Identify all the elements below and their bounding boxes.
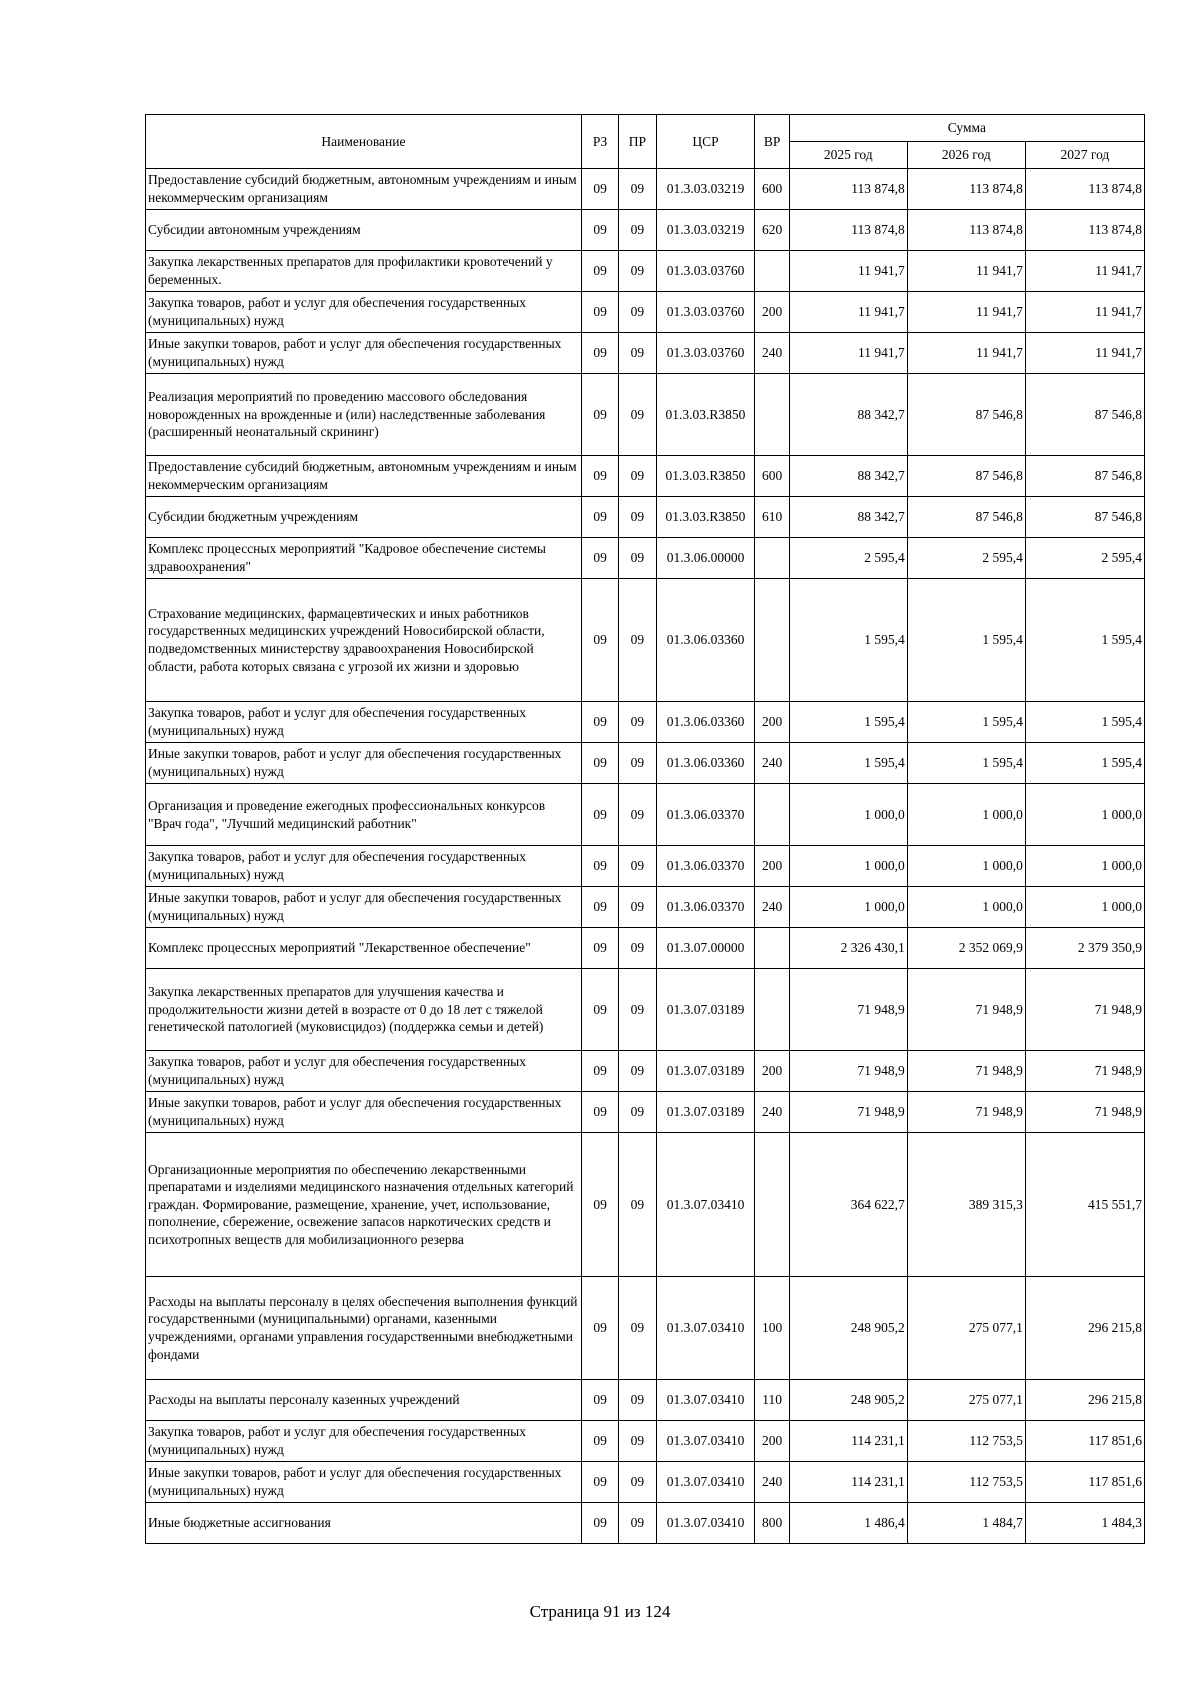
table-cell-rz: 09 bbox=[581, 1421, 618, 1462]
table-cell-vr: 100 bbox=[755, 1277, 789, 1380]
table-cell-vr: 800 bbox=[755, 1503, 789, 1544]
table-cell-csr: 01.3.07.03189 bbox=[656, 1092, 755, 1133]
table-cell-vr bbox=[755, 579, 789, 702]
table-cell-sum-2026: 1 484,7 bbox=[907, 1503, 1025, 1544]
table-cell-sum-2025: 1 595,4 bbox=[789, 743, 907, 784]
table-cell-name: Закупка товаров, работ и услуг для обеспечения государственных (муниципальных) нужд bbox=[146, 292, 582, 333]
table-cell-rz: 09 bbox=[581, 374, 618, 456]
table-cell-rz: 09 bbox=[581, 928, 618, 969]
table-cell-csr: 01.3.07.03410 bbox=[656, 1421, 755, 1462]
table-cell-vr bbox=[755, 784, 789, 846]
table-cell-sum-2027: 113 874,8 bbox=[1025, 169, 1144, 210]
table-cell-pr: 09 bbox=[619, 1092, 656, 1133]
table-cell-rz: 09 bbox=[581, 1503, 618, 1544]
table-cell-sum-2027: 87 546,8 bbox=[1025, 497, 1144, 538]
table-cell-sum-2026: 1 000,0 bbox=[907, 784, 1025, 846]
table-cell-sum-2025: 71 948,9 bbox=[789, 1051, 907, 1092]
table-cell-pr: 09 bbox=[619, 1503, 656, 1544]
table-cell-name: Предоставление субсидий бюджетным, автономным учреждениям и иным некоммерческим организациям bbox=[146, 456, 582, 497]
table-cell-pr: 09 bbox=[619, 497, 656, 538]
table-cell-pr: 09 bbox=[619, 579, 656, 702]
table-cell-csr: 01.3.06.03370 bbox=[656, 784, 755, 846]
header-year-2026: 2026 год bbox=[907, 142, 1025, 169]
table-cell-vr bbox=[755, 251, 789, 292]
table-cell-sum-2026: 1 595,4 bbox=[907, 702, 1025, 743]
table-cell-rz: 09 bbox=[581, 1462, 618, 1503]
table-cell-sum-2026: 112 753,5 bbox=[907, 1421, 1025, 1462]
table-cell-rz: 09 bbox=[581, 743, 618, 784]
table-cell-rz: 09 bbox=[581, 784, 618, 846]
table-cell-vr bbox=[755, 969, 789, 1051]
table-cell-csr: 01.3.03.03760 bbox=[656, 292, 755, 333]
table-cell-sum-2025: 1 000,0 bbox=[789, 846, 907, 887]
table-cell-sum-2027: 87 546,8 bbox=[1025, 456, 1144, 497]
table-cell-sum-2027: 1 595,4 bbox=[1025, 579, 1144, 702]
table-cell-sum-2026: 2 595,4 bbox=[907, 538, 1025, 579]
table-cell-name: Субсидии автономным учреждениям bbox=[146, 210, 582, 251]
table-cell-sum-2025: 1 595,4 bbox=[789, 702, 907, 743]
table-cell-csr: 01.3.06.03370 bbox=[656, 887, 755, 928]
table-cell-sum-2027: 71 948,9 bbox=[1025, 1092, 1144, 1133]
table-cell-name: Иные бюджетные ассигнования bbox=[146, 1503, 582, 1544]
table-cell-rz: 09 bbox=[581, 292, 618, 333]
table-cell-name: Реализация мероприятий по проведению массового обследования новорожденных на врожденные и (или) наследственные заболевания (расширенный неонатальный скрининг) bbox=[146, 374, 582, 456]
table-cell-vr: 240 bbox=[755, 1092, 789, 1133]
table-cell-pr: 09 bbox=[619, 251, 656, 292]
table-cell-sum-2026: 11 941,7 bbox=[907, 333, 1025, 374]
table-cell-pr: 09 bbox=[619, 292, 656, 333]
table-cell-pr: 09 bbox=[619, 1277, 656, 1380]
table-cell-vr: 600 bbox=[755, 456, 789, 497]
table-cell-vr: 240 bbox=[755, 743, 789, 784]
table-cell-sum-2025: 11 941,7 bbox=[789, 333, 907, 374]
table-cell-name: Иные закупки товаров, работ и услуг для обеспечения государственных (муниципальных) нужд bbox=[146, 1462, 582, 1503]
table-cell-sum-2027: 1 000,0 bbox=[1025, 846, 1144, 887]
table-cell-sum-2025: 11 941,7 bbox=[789, 251, 907, 292]
table-cell-sum-2027: 117 851,6 bbox=[1025, 1421, 1144, 1462]
header-vr: ВР bbox=[755, 115, 789, 169]
table-row bbox=[146, 928, 1145, 969]
table-cell-csr: 01.3.07.03410 bbox=[656, 1503, 755, 1544]
table-cell-sum-2027: 2 379 350,9 bbox=[1025, 928, 1144, 969]
table-cell-rz: 09 bbox=[581, 1051, 618, 1092]
header-year-2027: 2027 год bbox=[1025, 142, 1144, 169]
table-cell-sum-2025: 114 231,1 bbox=[789, 1462, 907, 1503]
table-cell-name: Закупка лекарственных препаратов для профилактики кровотечений у беременных. bbox=[146, 251, 582, 292]
page-footer: Страница 91 из 124 bbox=[529, 1602, 671, 1621]
table-cell-sum-2026: 1 000,0 bbox=[907, 846, 1025, 887]
table-cell-sum-2026: 112 753,5 bbox=[907, 1462, 1025, 1503]
table-cell-name: Закупка товаров, работ и услуг для обеспечения государственных (муниципальных) нужд bbox=[146, 846, 582, 887]
table-cell-vr: 200 bbox=[755, 1051, 789, 1092]
table-cell-sum-2025: 88 342,7 bbox=[789, 497, 907, 538]
table-cell-csr: 01.3.06.03360 bbox=[656, 579, 755, 702]
table-cell-sum-2026: 87 546,8 bbox=[907, 374, 1025, 456]
table-cell-rz: 09 bbox=[581, 969, 618, 1051]
table-cell-name: Расходы на выплаты персоналу в целях обеспечения выполнения функций государственными (муниципальными) органами, казенными учреждениями, органами управления государственными внебюджетными фондами bbox=[146, 1277, 582, 1380]
table-row bbox=[146, 251, 1145, 292]
table-cell-vr: 200 bbox=[755, 846, 789, 887]
table-cell-sum-2026: 1 000,0 bbox=[907, 887, 1025, 928]
table-cell-sum-2025: 88 342,7 bbox=[789, 374, 907, 456]
table-cell-csr: 01.3.07.03410 bbox=[656, 1277, 755, 1380]
table-cell-vr: 240 bbox=[755, 887, 789, 928]
table-cell-name: Страхование медицинских, фармацевтических и иных работников государственных медицинских учреждений Новосибирской области, подведомственных министерству здравоохранения Новосибирской области, работа которых связана с угрозой их жизни и здоровью bbox=[146, 579, 582, 702]
table-cell-csr: 01.3.03.03219 bbox=[656, 210, 755, 251]
table-cell-sum-2025: 1 486,4 bbox=[789, 1503, 907, 1544]
table-cell-sum-2025: 248 905,2 bbox=[789, 1277, 907, 1380]
table-cell-sum-2025: 1 000,0 bbox=[789, 784, 907, 846]
table-cell-pr: 09 bbox=[619, 1380, 656, 1421]
table-cell-pr: 09 bbox=[619, 169, 656, 210]
table-cell-vr bbox=[755, 374, 789, 456]
table-row bbox=[146, 969, 1145, 1051]
table-cell-csr: 01.3.07.03189 bbox=[656, 969, 755, 1051]
table-cell-csr: 01.3.03.R3850 bbox=[656, 497, 755, 538]
table-row bbox=[146, 292, 1145, 333]
table-cell-sum-2027: 2 595,4 bbox=[1025, 538, 1144, 579]
table-cell-csr: 01.3.03.R3850 bbox=[656, 456, 755, 497]
table-cell-sum-2025: 248 905,2 bbox=[789, 1380, 907, 1421]
header-rz: РЗ bbox=[581, 115, 618, 169]
table-cell-pr: 09 bbox=[619, 333, 656, 374]
table-cell-sum-2025: 88 342,7 bbox=[789, 456, 907, 497]
table-cell-sum-2027: 113 874,8 bbox=[1025, 210, 1144, 251]
table-cell-sum-2026: 275 077,1 bbox=[907, 1380, 1025, 1421]
table-cell-rz: 09 bbox=[581, 1277, 618, 1380]
table-cell-sum-2025: 1 595,4 bbox=[789, 579, 907, 702]
table-cell-pr: 09 bbox=[619, 1421, 656, 1462]
table-body bbox=[146, 169, 1145, 1544]
budget-table bbox=[145, 114, 1145, 1544]
table-cell-pr: 09 bbox=[619, 928, 656, 969]
table-row bbox=[146, 497, 1145, 538]
table-row bbox=[146, 784, 1145, 846]
table-row bbox=[146, 538, 1145, 579]
table-cell-csr: 01.3.07.03410 bbox=[656, 1380, 755, 1421]
table-row bbox=[146, 846, 1145, 887]
table-cell-name: Предоставление субсидий бюджетным, автономным учреждениям и иным некоммерческим организациям bbox=[146, 169, 582, 210]
table-cell-csr: 01.3.07.03410 bbox=[656, 1133, 755, 1277]
table-cell-rz: 09 bbox=[581, 1133, 618, 1277]
table-cell-sum-2027: 1 000,0 bbox=[1025, 887, 1144, 928]
table-cell-sum-2025: 2 595,4 bbox=[789, 538, 907, 579]
table-row bbox=[146, 887, 1145, 928]
header-csr: ЦСР bbox=[656, 115, 755, 169]
table-row bbox=[146, 210, 1145, 251]
table-row bbox=[146, 169, 1145, 210]
table-cell-csr: 01.3.03.R3850 bbox=[656, 374, 755, 456]
header-name: Наименование bbox=[146, 115, 582, 169]
table-cell-sum-2025: 113 874,8 bbox=[789, 210, 907, 251]
table-cell-pr: 09 bbox=[619, 969, 656, 1051]
table-cell-csr: 01.3.03.03760 bbox=[656, 333, 755, 374]
table-cell-name: Субсидии бюджетным учреждениям bbox=[146, 497, 582, 538]
table-cell-vr: 200 bbox=[755, 1421, 789, 1462]
table-cell-csr: 01.3.03.03760 bbox=[656, 251, 755, 292]
table-row bbox=[146, 702, 1145, 743]
table-cell-sum-2027: 296 215,8 bbox=[1025, 1277, 1144, 1380]
table-cell-pr: 09 bbox=[619, 456, 656, 497]
table-cell-csr: 01.3.06.00000 bbox=[656, 538, 755, 579]
table-row bbox=[146, 1462, 1145, 1503]
table-cell-rz: 09 bbox=[581, 1092, 618, 1133]
table-row bbox=[146, 1380, 1145, 1421]
table-cell-sum-2027: 11 941,7 bbox=[1025, 251, 1144, 292]
table-cell-name: Иные закупки товаров, работ и услуг для обеспечения государственных (муниципальных) нужд bbox=[146, 743, 582, 784]
table-cell-csr: 01.3.07.03410 bbox=[656, 1462, 755, 1503]
table-cell-sum-2027: 296 215,8 bbox=[1025, 1380, 1144, 1421]
table-cell-csr: 01.3.07.00000 bbox=[656, 928, 755, 969]
table-cell-rz: 09 bbox=[581, 702, 618, 743]
table-cell-rz: 09 bbox=[581, 846, 618, 887]
table-row bbox=[146, 1503, 1145, 1544]
table-cell-rz: 09 bbox=[581, 538, 618, 579]
table-row bbox=[146, 579, 1145, 702]
table-cell-sum-2025: 71 948,9 bbox=[789, 969, 907, 1051]
table-cell-rz: 09 bbox=[581, 887, 618, 928]
table-cell-name: Комплекс процессных мероприятий "Лекарственное обеспечение" bbox=[146, 928, 582, 969]
table-cell-sum-2027: 1 595,4 bbox=[1025, 702, 1144, 743]
table-cell-name: Организация и проведение ежегодных профессиональных конкурсов "Врач года", "Лучший медицинский работник" bbox=[146, 784, 582, 846]
table-cell-rz: 09 bbox=[581, 333, 618, 374]
table-cell-sum-2027: 1 595,4 bbox=[1025, 743, 1144, 784]
table-cell-vr: 610 bbox=[755, 497, 789, 538]
table-cell-csr: 01.3.06.03360 bbox=[656, 743, 755, 784]
table-cell-sum-2026: 389 315,3 bbox=[907, 1133, 1025, 1277]
table-cell-name: Иные закупки товаров, работ и услуг для обеспечения государственных (муниципальных) нужд bbox=[146, 333, 582, 374]
table-cell-pr: 09 bbox=[619, 846, 656, 887]
table-cell-sum-2025: 113 874,8 bbox=[789, 169, 907, 210]
table-cell-sum-2026: 2 352 069,9 bbox=[907, 928, 1025, 969]
table-cell-name: Иные закупки товаров, работ и услуг для обеспечения государственных (муниципальных) нужд bbox=[146, 887, 582, 928]
table-cell-rz: 09 bbox=[581, 210, 618, 251]
table-cell-name: Закупка товаров, работ и услуг для обеспечения государственных (муниципальных) нужд bbox=[146, 1421, 582, 1462]
table-cell-csr: 01.3.07.03189 bbox=[656, 1051, 755, 1092]
table-row bbox=[146, 1277, 1145, 1380]
table-row bbox=[146, 743, 1145, 784]
table-cell-vr: 200 bbox=[755, 702, 789, 743]
table-cell-sum-2026: 71 948,9 bbox=[907, 1092, 1025, 1133]
table-row bbox=[146, 1092, 1145, 1133]
table-cell-sum-2026: 11 941,7 bbox=[907, 251, 1025, 292]
table-cell-pr: 09 bbox=[619, 1051, 656, 1092]
table-cell-sum-2025: 2 326 430,1 bbox=[789, 928, 907, 969]
table-cell-sum-2026: 71 948,9 bbox=[907, 1051, 1025, 1092]
table-cell-pr: 09 bbox=[619, 702, 656, 743]
table-cell-sum-2027: 415 551,7 bbox=[1025, 1133, 1144, 1277]
table-cell-vr: 200 bbox=[755, 292, 789, 333]
table-cell-sum-2027: 117 851,6 bbox=[1025, 1462, 1144, 1503]
table-cell-sum-2027: 11 941,7 bbox=[1025, 333, 1144, 374]
table-cell-pr: 09 bbox=[619, 887, 656, 928]
table-cell-rz: 09 bbox=[581, 497, 618, 538]
table-cell-sum-2027: 1 484,3 bbox=[1025, 1503, 1144, 1544]
table-cell-sum-2026: 1 595,4 bbox=[907, 743, 1025, 784]
table-cell-vr: 600 bbox=[755, 169, 789, 210]
table-cell-rz: 09 bbox=[581, 1380, 618, 1421]
table-cell-sum-2026: 1 595,4 bbox=[907, 579, 1025, 702]
table-row bbox=[146, 456, 1145, 497]
header-year-2025: 2025 год bbox=[789, 142, 907, 169]
table-cell-csr: 01.3.06.03370 bbox=[656, 846, 755, 887]
table-cell-sum-2026: 113 874,8 bbox=[907, 210, 1025, 251]
table-cell-name: Закупка товаров, работ и услуг для обеспечения государственных (муниципальных) нужд bbox=[146, 702, 582, 743]
table-cell-pr: 09 bbox=[619, 1462, 656, 1503]
table-cell-name: Закупка лекарственных препаратов для улучшения качества и продолжительности жизни детей в возрасте от 0 до 18 лет с тяжелой генетической патологией (муковисцидоз) (поддержка семьи и детей) bbox=[146, 969, 582, 1051]
table-cell-sum-2026: 11 941,7 bbox=[907, 292, 1025, 333]
table-cell-sum-2025: 11 941,7 bbox=[789, 292, 907, 333]
table-cell-vr bbox=[755, 928, 789, 969]
table-row bbox=[146, 333, 1145, 374]
table-cell-vr: 240 bbox=[755, 333, 789, 374]
table-cell-sum-2027: 71 948,9 bbox=[1025, 969, 1144, 1051]
table-row bbox=[146, 374, 1145, 456]
table-cell-pr: 09 bbox=[619, 743, 656, 784]
table-cell-sum-2027: 11 941,7 bbox=[1025, 292, 1144, 333]
table-cell-name: Комплекс процессных мероприятий "Кадровое обеспечение системы здравоохранения" bbox=[146, 538, 582, 579]
table-cell-sum-2026: 87 546,8 bbox=[907, 497, 1025, 538]
table-cell-csr: 01.3.06.03360 bbox=[656, 702, 755, 743]
table-header bbox=[146, 115, 1145, 169]
table-cell-rz: 09 bbox=[581, 169, 618, 210]
header-sum: Сумма bbox=[789, 115, 1144, 142]
table-cell-rz: 09 bbox=[581, 456, 618, 497]
table-cell-name: Иные закупки товаров, работ и услуг для обеспечения государственных (муниципальных) нужд bbox=[146, 1092, 582, 1133]
table-cell-pr: 09 bbox=[619, 210, 656, 251]
table-cell-pr: 09 bbox=[619, 538, 656, 579]
table-cell-vr bbox=[755, 1133, 789, 1277]
table-cell-vr: 110 bbox=[755, 1380, 789, 1421]
table-cell-name: Расходы на выплаты персоналу казенных учреждений bbox=[146, 1380, 582, 1421]
table-cell-sum-2025: 114 231,1 bbox=[789, 1421, 907, 1462]
table-cell-vr: 240 bbox=[755, 1462, 789, 1503]
table-cell-sum-2025: 1 000,0 bbox=[789, 887, 907, 928]
table-cell-pr: 09 bbox=[619, 374, 656, 456]
table-cell-name: Организационные мероприятия по обеспечению лекарственными препаратами и изделиями медицинского назначения отдельных категорий граждан. Формирование, размещение, хранение, учет, использование, пополнение, сбережение, освежение запасов наркотических средств и психотропных веществ для мобилизационного резерва bbox=[146, 1133, 582, 1277]
table-row bbox=[146, 1051, 1145, 1092]
table-cell-sum-2026: 87 546,8 bbox=[907, 456, 1025, 497]
table-cell-sum-2026: 113 874,8 bbox=[907, 169, 1025, 210]
table-row bbox=[146, 1421, 1145, 1462]
table-cell-pr: 09 bbox=[619, 1133, 656, 1277]
table-cell-sum-2027: 87 546,8 bbox=[1025, 374, 1144, 456]
table-cell-rz: 09 bbox=[581, 251, 618, 292]
header-pr: ПР bbox=[619, 115, 656, 169]
table-cell-sum-2027: 71 948,9 bbox=[1025, 1051, 1144, 1092]
table-cell-rz: 09 bbox=[581, 579, 618, 702]
table-cell-csr: 01.3.03.03219 bbox=[656, 169, 755, 210]
table-cell-sum-2027: 1 000,0 bbox=[1025, 784, 1144, 846]
table-row bbox=[146, 1133, 1145, 1277]
table-cell-sum-2026: 275 077,1 bbox=[907, 1277, 1025, 1380]
table-cell-name: Закупка товаров, работ и услуг для обеспечения государственных (муниципальных) нужд bbox=[146, 1051, 582, 1092]
table-cell-sum-2025: 364 622,7 bbox=[789, 1133, 907, 1277]
table-cell-sum-2025: 71 948,9 bbox=[789, 1092, 907, 1133]
table-cell-vr: 620 bbox=[755, 210, 789, 251]
table-cell-pr: 09 bbox=[619, 784, 656, 846]
table-cell-vr bbox=[755, 538, 789, 579]
table-cell-sum-2026: 71 948,9 bbox=[907, 969, 1025, 1051]
